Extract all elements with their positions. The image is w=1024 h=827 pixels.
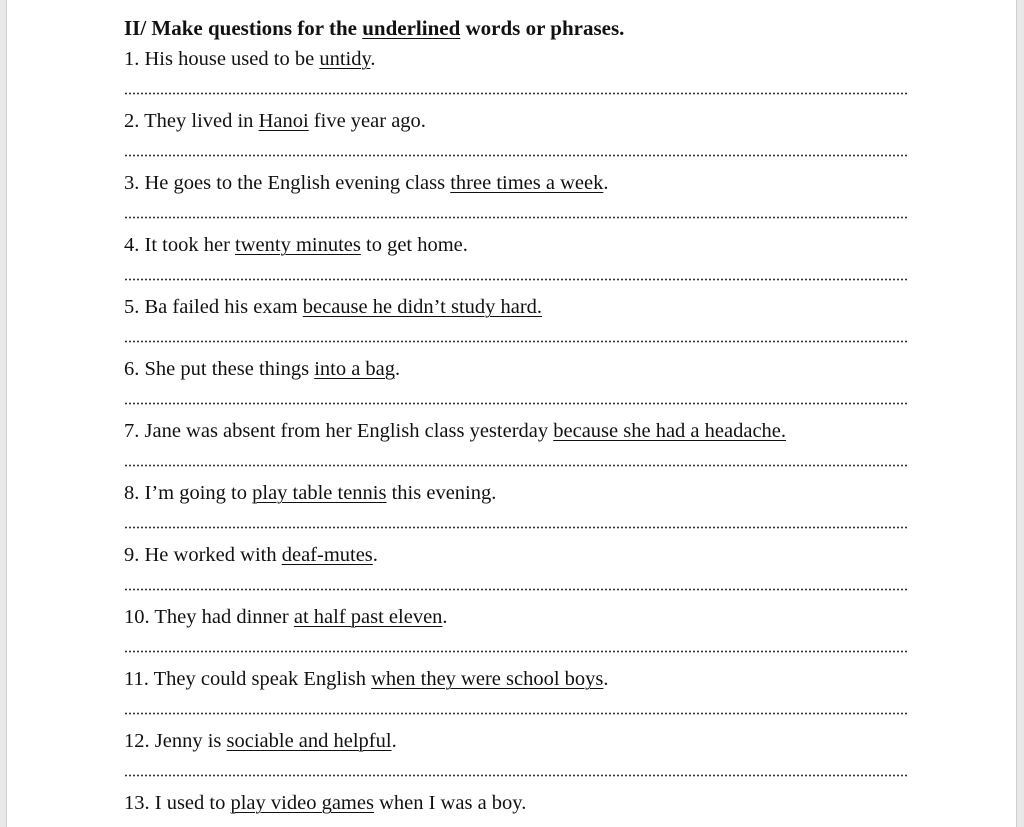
dotted-line xyxy=(124,526,907,529)
answer-line-6[interactable] xyxy=(124,384,907,416)
question-4 xyxy=(124,230,907,260)
answer-line-3[interactable] xyxy=(124,198,907,230)
question-text: 12. Jenny is xyxy=(124,730,227,752)
question-13 xyxy=(124,788,907,818)
question-10 xyxy=(124,602,907,632)
question-text: 4. It took her xyxy=(124,234,236,256)
question-text: 2. They lived in xyxy=(124,110,259,132)
question-underlined-phrase: when they were school boys xyxy=(371,668,604,690)
answer-line-4[interactable] xyxy=(124,260,907,292)
question-underlined-phrase: play table tennis xyxy=(252,482,387,504)
question-text-end: . xyxy=(603,172,609,194)
dotted-line xyxy=(124,650,907,653)
question-text-end: . xyxy=(370,48,376,70)
dotted-line xyxy=(124,340,907,343)
question-underlined-phrase: into a bag xyxy=(314,358,396,380)
question-text: 7. Jane was absent from her English class yesterday xyxy=(124,420,554,442)
dotted-line xyxy=(124,774,907,777)
answer-line-2[interactable] xyxy=(124,136,907,168)
question-text: 13. I used to xyxy=(124,792,231,814)
question-text-end: . xyxy=(372,544,378,566)
question-text: 11. They could speak English xyxy=(124,668,372,690)
question-12 xyxy=(124,726,907,756)
heading-suffix: words or phrases. xyxy=(460,16,625,40)
question-underlined-phrase: three times a week xyxy=(450,172,604,194)
question-text: 1. His house used to be xyxy=(124,48,320,70)
question-11 xyxy=(124,664,907,694)
question-text-end: to get home. xyxy=(360,234,468,256)
question-text: 3. He goes to the English evening class xyxy=(124,172,451,194)
exercise-heading xyxy=(124,13,907,44)
question-text: 6. She put these things xyxy=(124,358,315,380)
answer-line-10[interactable] xyxy=(124,632,907,664)
question-underlined-phrase: Hanoi xyxy=(258,110,309,132)
question-text: 5. Ba failed his exam xyxy=(124,296,303,318)
question-text-end: . xyxy=(391,730,397,752)
question-text: 10. They had dinner xyxy=(124,606,294,628)
dotted-line xyxy=(124,92,907,95)
dotted-line xyxy=(124,154,907,157)
question-underlined-phrase: untidy xyxy=(319,48,371,70)
answer-line-12[interactable] xyxy=(124,756,907,788)
exercise-content xyxy=(124,13,907,818)
question-text-end: when I was a boy. xyxy=(373,792,527,814)
question-7 xyxy=(124,416,907,446)
dotted-line xyxy=(124,464,907,467)
question-8 xyxy=(124,478,907,508)
question-text-end: . xyxy=(442,606,448,628)
question-text-end: five year ago. xyxy=(308,110,426,132)
answer-line-8[interactable] xyxy=(124,508,907,540)
document-page xyxy=(6,0,1017,827)
question-5 xyxy=(124,292,907,322)
heading-underlined-word: underlined xyxy=(362,16,461,40)
question-underlined-phrase: because he didn’t study hard. xyxy=(302,296,543,318)
question-2 xyxy=(124,106,907,136)
question-text: 9. He worked with xyxy=(124,544,282,566)
question-text-end: this evening. xyxy=(386,482,497,504)
answer-line-9[interactable] xyxy=(124,570,907,602)
dotted-line xyxy=(124,588,907,591)
question-underlined-phrase: deaf-mutes xyxy=(281,544,373,566)
answer-line-5[interactable] xyxy=(124,322,907,354)
question-underlined-phrase: at half past eleven xyxy=(293,606,443,628)
question-3 xyxy=(124,168,907,198)
question-text-end: . xyxy=(395,358,401,380)
dotted-line xyxy=(124,402,907,405)
answer-line-1[interactable] xyxy=(124,74,907,106)
question-underlined-phrase: because she had a headache. xyxy=(553,420,787,442)
question-6 xyxy=(124,354,907,384)
dotted-line xyxy=(124,712,907,715)
heading-prefix: II/ Make questions for the xyxy=(124,16,363,40)
question-text-end: . xyxy=(603,668,609,690)
question-text: 8. I’m going to xyxy=(124,482,253,504)
question-1 xyxy=(124,44,907,74)
answer-line-11[interactable] xyxy=(124,694,907,726)
question-9 xyxy=(124,540,907,570)
dotted-line xyxy=(124,278,907,281)
question-underlined-phrase: play video games xyxy=(230,792,374,814)
dotted-line xyxy=(124,216,907,219)
question-underlined-phrase: sociable and helpful xyxy=(226,730,392,752)
answer-line-7[interactable] xyxy=(124,446,907,478)
question-underlined-phrase: twenty minutes xyxy=(235,234,361,256)
